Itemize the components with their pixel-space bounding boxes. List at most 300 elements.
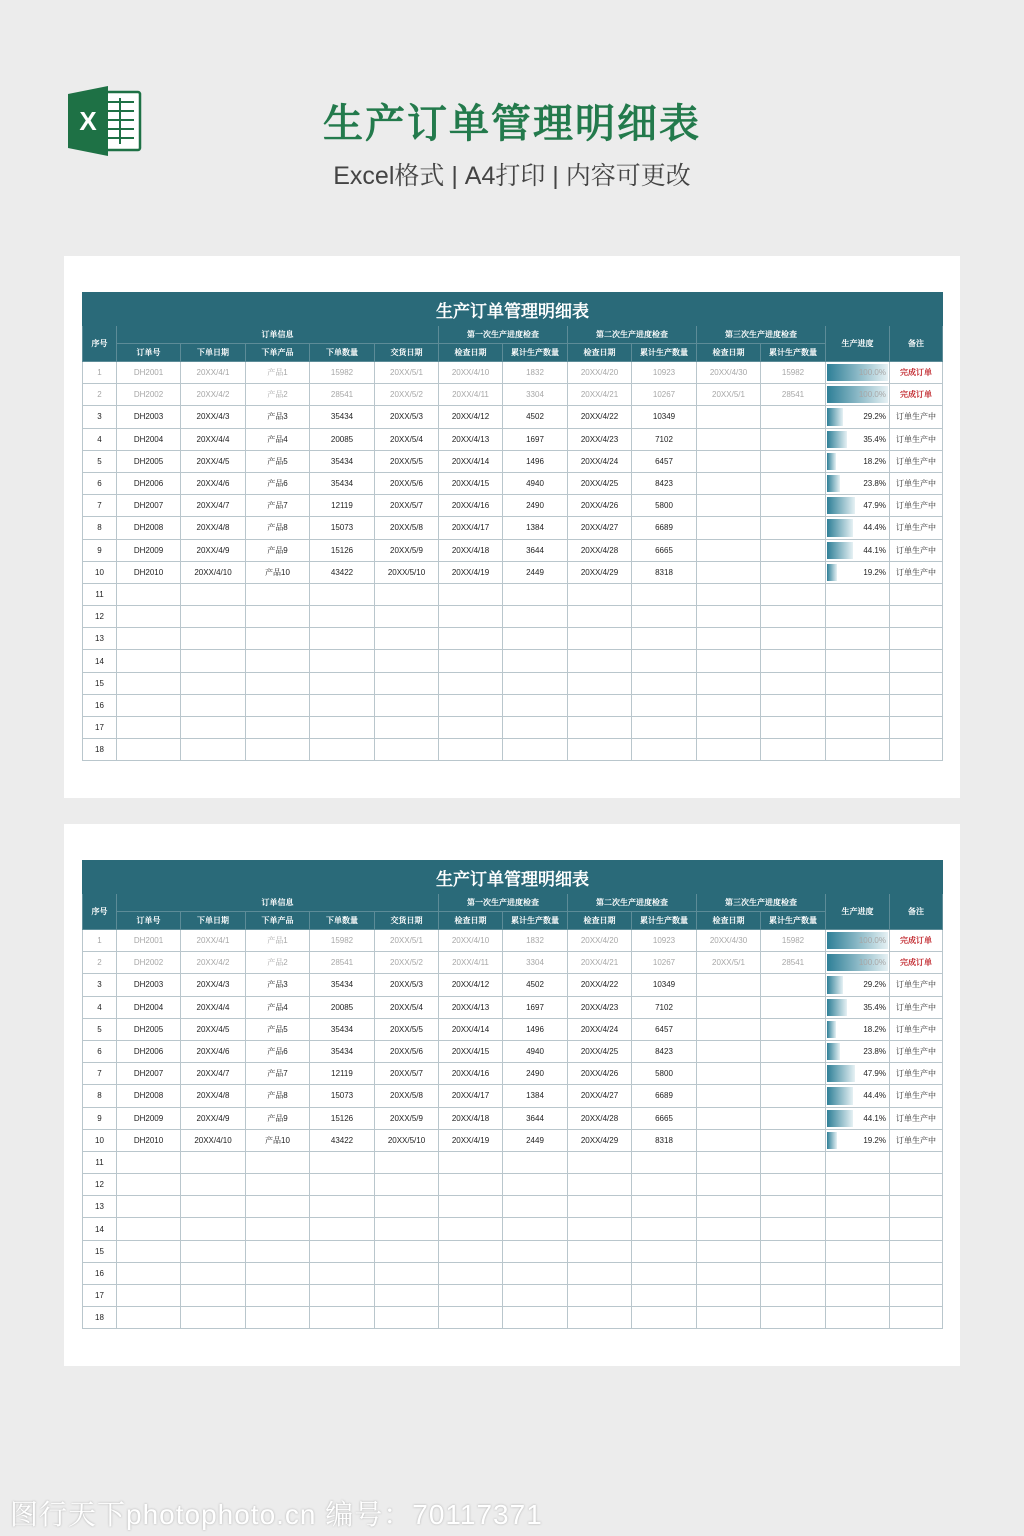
cell-order: DH2004	[117, 996, 181, 1018]
table-row	[83, 1107, 943, 1129]
progress-cell	[826, 1085, 890, 1107]
progress-bar	[827, 431, 847, 448]
table-row	[83, 1262, 943, 1284]
cell-order	[117, 1196, 181, 1218]
progress-cell	[826, 1151, 890, 1173]
cell-c3d	[697, 450, 761, 472]
status-cell: 完成订单	[890, 362, 943, 384]
progress-value: 35.4%	[863, 434, 886, 444]
table-row	[83, 1218, 943, 1240]
cell-qty: 35434	[310, 406, 375, 428]
cell-c2d: 20XX/4/27	[568, 517, 632, 539]
cell-c1q: 2449	[503, 1129, 568, 1151]
status-cell	[890, 717, 943, 739]
cell-c1d	[439, 606, 503, 628]
cell-c1d: 20XX/4/11	[439, 952, 503, 974]
cell-product: 产品9	[246, 1107, 310, 1129]
cell-date: 20XX/4/7	[181, 495, 246, 517]
cell-c3q	[761, 996, 826, 1018]
cell-c1q: 3304	[503, 384, 568, 406]
table-row	[83, 1018, 943, 1040]
cell-c1d	[439, 1196, 503, 1218]
cell-c2q	[632, 1196, 697, 1218]
cell-c1q: 1496	[503, 1018, 568, 1040]
status-cell	[890, 606, 943, 628]
cell-c3q	[761, 1218, 826, 1240]
table-row	[83, 1307, 943, 1329]
cell-c3d	[697, 1307, 761, 1329]
cell-c1d: 20XX/4/17	[439, 1085, 503, 1107]
cell-seq: 2	[83, 952, 117, 974]
status-cell	[890, 739, 943, 761]
progress-cell	[826, 974, 890, 996]
cell-delivery: 20XX/5/5	[375, 1018, 439, 1040]
column-header: 交货日期	[375, 912, 439, 930]
cell-c3d	[697, 1151, 761, 1173]
watermark: 图行天下photophoto.cn 编号：70117371	[10, 1499, 543, 1530]
cell-qty	[310, 1218, 375, 1240]
progress-bar	[827, 999, 847, 1016]
progress-bar	[827, 1021, 836, 1038]
cell-product	[246, 1196, 310, 1218]
table-row	[83, 583, 943, 605]
column-header: 交货日期	[375, 344, 439, 362]
cell-c3q: 28541	[761, 952, 826, 974]
status-cell: 订单生产中	[890, 450, 943, 472]
cell-product: 产品5	[246, 450, 310, 472]
progress-bar	[827, 475, 840, 492]
table-row	[83, 1196, 943, 1218]
table-row	[83, 628, 943, 650]
cell-seq: 1	[83, 930, 117, 952]
header-check3: 第三次生产进度检查	[697, 326, 826, 344]
cell-c2d: 20XX/4/28	[568, 539, 632, 561]
cell-date: 20XX/4/5	[181, 450, 246, 472]
page-subtitle: Excel格式 | A4打印 | 内容可更改	[333, 162, 691, 190]
header-order-info: 订单信息	[117, 326, 439, 344]
cell-product: 产品6	[246, 1040, 310, 1062]
cell-qty: 35434	[310, 974, 375, 996]
cell-c2q	[632, 1174, 697, 1196]
progress-cell	[826, 930, 890, 952]
cell-c3q	[761, 1018, 826, 1040]
status-cell: 订单生产中	[890, 561, 943, 583]
cell-order	[117, 1151, 181, 1173]
progress-cell	[826, 406, 890, 428]
cell-c2d: 20XX/4/25	[568, 472, 632, 494]
cell-c3q	[761, 583, 826, 605]
cell-c3d	[697, 739, 761, 761]
column-header: 下单数量	[310, 344, 375, 362]
cell-product: 产品3	[246, 974, 310, 996]
header-seq: 序号	[83, 894, 117, 930]
cell-qty	[310, 628, 375, 650]
cell-product: 产品6	[246, 472, 310, 494]
cell-c3d	[697, 561, 761, 583]
cell-date: 20XX/4/9	[181, 539, 246, 561]
cell-delivery: 20XX/5/3	[375, 974, 439, 996]
cell-date: 20XX/4/6	[181, 472, 246, 494]
cell-seq: 4	[83, 996, 117, 1018]
cell-c2d	[568, 717, 632, 739]
cell-c1d	[439, 583, 503, 605]
cell-c3q	[761, 974, 826, 996]
cell-c3q	[761, 1151, 826, 1173]
cell-c2q	[632, 1218, 697, 1240]
cell-c1q	[503, 672, 568, 694]
cell-c3d	[697, 672, 761, 694]
column-header: 下单日期	[181, 344, 246, 362]
cell-order: DH2005	[117, 1018, 181, 1040]
cell-qty	[310, 650, 375, 672]
cell-qty	[310, 1307, 375, 1329]
cell-delivery: 20XX/5/1	[375, 362, 439, 384]
cell-c1q	[503, 717, 568, 739]
cell-date: 20XX/4/3	[181, 406, 246, 428]
cell-c3q	[761, 1262, 826, 1284]
cell-c2d: 20XX/4/28	[568, 1107, 632, 1129]
cell-c2d: 20XX/4/22	[568, 406, 632, 428]
cell-qty: 15982	[310, 362, 375, 384]
cell-seq: 11	[83, 1151, 117, 1173]
cell-c2d: 20XX/4/20	[568, 362, 632, 384]
cell-order: DH2010	[117, 1129, 181, 1151]
progress-cell	[826, 495, 890, 517]
cell-product	[246, 606, 310, 628]
cell-delivery: 20XX/5/4	[375, 996, 439, 1018]
table-row	[83, 362, 943, 384]
cell-c2q	[632, 672, 697, 694]
progress-value: 100.0%	[858, 936, 886, 946]
status-cell: 订单生产中	[890, 996, 943, 1018]
cell-qty: 15073	[310, 517, 375, 539]
cell-c1d	[439, 650, 503, 672]
column-header: 检查日期	[697, 912, 761, 930]
progress-cell	[826, 1285, 890, 1307]
cell-c3d	[697, 517, 761, 539]
status-cell	[890, 694, 943, 716]
cell-c1d: 20XX/4/13	[439, 996, 503, 1018]
cell-c1d: 20XX/4/10	[439, 930, 503, 952]
cell-c2q: 10923	[632, 930, 697, 952]
progress-value: 35.4%	[863, 1002, 886, 1012]
cell-c3d	[697, 583, 761, 605]
table-row	[83, 1063, 943, 1085]
cell-product	[246, 694, 310, 716]
table-row	[83, 1040, 943, 1062]
cell-order	[117, 672, 181, 694]
cell-qty: 20085	[310, 996, 375, 1018]
table-row	[83, 672, 943, 694]
cell-c1q	[503, 1285, 568, 1307]
cell-delivery: 20XX/5/8	[375, 1085, 439, 1107]
cell-c1d: 20XX/4/14	[439, 450, 503, 472]
status-cell: 订单生产中	[890, 1107, 943, 1129]
cell-delivery	[375, 1307, 439, 1329]
cell-order: DH2001	[117, 362, 181, 384]
cell-delivery: 20XX/5/1	[375, 930, 439, 952]
progress-cell	[826, 1262, 890, 1284]
progress-bar	[827, 1043, 840, 1060]
cell-c3d	[697, 472, 761, 494]
cell-c1q: 2449	[503, 561, 568, 583]
cell-c1d: 20XX/4/15	[439, 1040, 503, 1062]
cell-c1d: 20XX/4/13	[439, 428, 503, 450]
cell-c3q	[761, 1063, 826, 1085]
column-header: 累计生产数量	[761, 344, 826, 362]
cell-order: DH2004	[117, 428, 181, 450]
progress-value: 18.2%	[863, 1024, 886, 1034]
progress-bar	[827, 453, 836, 470]
cell-order: DH2010	[117, 561, 181, 583]
cell-c1q	[503, 1151, 568, 1173]
cell-date	[181, 1262, 246, 1284]
cell-c3d	[697, 1196, 761, 1218]
page-title: 生产订单管理明细表	[323, 102, 701, 146]
cell-c1q	[503, 739, 568, 761]
cell-date: 20XX/4/10	[181, 1129, 246, 1151]
cell-qty: 35434	[310, 472, 375, 494]
cell-c1q	[503, 1240, 568, 1262]
cell-c1q: 3304	[503, 952, 568, 974]
progress-bar	[827, 1065, 855, 1082]
cell-qty: 35434	[310, 450, 375, 472]
cell-c3q	[761, 1129, 826, 1151]
cell-order: DH2002	[117, 952, 181, 974]
cell-c2q	[632, 1240, 697, 1262]
progress-cell	[826, 606, 890, 628]
cell-product	[246, 739, 310, 761]
cell-delivery	[375, 739, 439, 761]
cell-c3q	[761, 1285, 826, 1307]
cell-c3q	[761, 606, 826, 628]
cell-c2d: 20XX/4/24	[568, 450, 632, 472]
cell-c1q: 4502	[503, 974, 568, 996]
cell-delivery: 20XX/5/8	[375, 517, 439, 539]
status-cell: 订单生产中	[890, 495, 943, 517]
cell-c2d	[568, 1307, 632, 1329]
header-progress: 生产进度	[826, 326, 890, 362]
cell-seq: 5	[83, 450, 117, 472]
table-row	[83, 428, 943, 450]
cell-delivery	[375, 583, 439, 605]
cell-product	[246, 717, 310, 739]
status-cell: 订单生产中	[890, 1063, 943, 1085]
logo-letter: X	[79, 106, 97, 136]
cell-c3d	[697, 406, 761, 428]
table-row	[83, 495, 943, 517]
cell-seq: 14	[83, 650, 117, 672]
cell-date	[181, 1218, 246, 1240]
cell-c2d: 20XX/4/21	[568, 952, 632, 974]
progress-value: 44.4%	[863, 1091, 886, 1101]
header-remark: 备注	[890, 894, 943, 930]
cell-order	[117, 650, 181, 672]
cell-c1d	[439, 1218, 503, 1240]
status-cell: 订单生产中	[890, 1085, 943, 1107]
cell-product: 产品8	[246, 517, 310, 539]
cell-c2q: 8318	[632, 561, 697, 583]
cell-c1d	[439, 1285, 503, 1307]
cell-c3d	[697, 1085, 761, 1107]
cell-delivery: 20XX/5/5	[375, 450, 439, 472]
cell-delivery	[375, 1285, 439, 1307]
cell-c1d	[439, 1174, 503, 1196]
cell-date: 20XX/4/4	[181, 428, 246, 450]
cell-c2d	[568, 650, 632, 672]
cell-c3q	[761, 1307, 826, 1329]
cell-c3q	[761, 1085, 826, 1107]
progress-cell	[826, 539, 890, 561]
cell-c1d	[439, 1307, 503, 1329]
cell-c2d	[568, 1262, 632, 1284]
cell-c1q	[503, 1262, 568, 1284]
status-cell: 订单生产中	[890, 1129, 943, 1151]
cell-order	[117, 1285, 181, 1307]
cell-delivery	[375, 672, 439, 694]
cell-seq: 12	[83, 606, 117, 628]
cell-c2d: 20XX/4/20	[568, 930, 632, 952]
progress-cell	[826, 561, 890, 583]
cell-qty: 15073	[310, 1085, 375, 1107]
cell-seq: 17	[83, 717, 117, 739]
cell-c3d	[697, 1107, 761, 1129]
progress-cell	[826, 694, 890, 716]
progress-cell	[826, 583, 890, 605]
cell-seq: 8	[83, 1085, 117, 1107]
cell-c2d	[568, 1240, 632, 1262]
table-row	[83, 1085, 943, 1107]
cell-c1q: 3644	[503, 1107, 568, 1129]
cell-delivery: 20XX/5/6	[375, 1040, 439, 1062]
cell-c2q	[632, 650, 697, 672]
cell-seq: 12	[83, 1174, 117, 1196]
cell-order: DH2006	[117, 1040, 181, 1062]
cell-delivery: 20XX/5/9	[375, 1107, 439, 1129]
cell-c2d: 20XX/4/21	[568, 384, 632, 406]
cell-seq: 18	[83, 1307, 117, 1329]
cell-seq: 13	[83, 628, 117, 650]
status-cell	[890, 1285, 943, 1307]
cell-c2q: 7102	[632, 428, 697, 450]
cell-c1d: 20XX/4/18	[439, 1107, 503, 1129]
cell-qty	[310, 1240, 375, 1262]
header-seq: 序号	[83, 326, 117, 362]
cell-c2d	[568, 583, 632, 605]
cell-delivery: 20XX/5/10	[375, 561, 439, 583]
cell-product	[246, 1262, 310, 1284]
progress-cell	[826, 362, 890, 384]
cell-c3d	[697, 1285, 761, 1307]
cell-c1d: 20XX/4/19	[439, 561, 503, 583]
column-header: 检查日期	[697, 344, 761, 362]
cell-c3q: 15982	[761, 362, 826, 384]
status-cell	[890, 1307, 943, 1329]
progress-bar	[827, 976, 843, 993]
progress-cell	[826, 384, 890, 406]
progress-cell	[826, 1307, 890, 1329]
cell-date: 20XX/4/5	[181, 1018, 246, 1040]
cell-c2d: 20XX/4/27	[568, 1085, 632, 1107]
cell-qty	[310, 717, 375, 739]
cell-c3q	[761, 739, 826, 761]
cell-delivery	[375, 1151, 439, 1173]
cell-order: DH2007	[117, 495, 181, 517]
cell-qty	[310, 1285, 375, 1307]
status-cell: 订单生产中	[890, 539, 943, 561]
cell-c3d	[697, 650, 761, 672]
cell-product: 产品7	[246, 495, 310, 517]
progress-cell	[826, 717, 890, 739]
progress-cell	[826, 628, 890, 650]
cell-order	[117, 606, 181, 628]
cell-order	[117, 1240, 181, 1262]
header-remark: 备注	[890, 326, 943, 362]
cell-c1d	[439, 1151, 503, 1173]
progress-bar	[827, 542, 853, 559]
cell-c3d	[697, 428, 761, 450]
progress-value: 47.9%	[863, 1069, 886, 1079]
table-row	[83, 517, 943, 539]
cell-qty: 12119	[310, 495, 375, 517]
cell-c2q: 6689	[632, 517, 697, 539]
progress-value: 100.0%	[858, 368, 886, 378]
cell-c1d	[439, 739, 503, 761]
cell-delivery	[375, 628, 439, 650]
cell-c1q: 1384	[503, 517, 568, 539]
cell-c2q: 6689	[632, 1085, 697, 1107]
cell-order	[117, 628, 181, 650]
table-row	[83, 1151, 943, 1173]
cell-c3q: 15982	[761, 930, 826, 952]
cell-order	[117, 583, 181, 605]
table-row	[83, 1285, 943, 1307]
cell-c3q	[761, 650, 826, 672]
cell-c2d	[568, 1174, 632, 1196]
cell-c3d: 20XX/4/30	[697, 930, 761, 952]
cell-product: 产品2	[246, 952, 310, 974]
progress-value: 23.8%	[863, 1047, 886, 1057]
status-cell: 订单生产中	[890, 428, 943, 450]
cell-order	[117, 1174, 181, 1196]
table-row	[83, 561, 943, 583]
progress-cell	[826, 1107, 890, 1129]
cell-c2q: 10349	[632, 974, 697, 996]
progress-cell	[826, 952, 890, 974]
cell-delivery	[375, 1174, 439, 1196]
progress-bar	[827, 519, 853, 536]
cell-delivery: 20XX/5/7	[375, 1063, 439, 1085]
progress-cell	[826, 996, 890, 1018]
cell-seq: 7	[83, 495, 117, 517]
column-header: 订单号	[117, 344, 181, 362]
cell-c3q	[761, 539, 826, 561]
cell-product: 产品5	[246, 1018, 310, 1040]
cell-date: 20XX/4/7	[181, 1063, 246, 1085]
progress-cell	[826, 1240, 890, 1262]
column-header: 下单产品	[246, 344, 310, 362]
cell-date	[181, 1307, 246, 1329]
cell-c1q: 1496	[503, 450, 568, 472]
progress-cell	[826, 739, 890, 761]
cell-seq: 15	[83, 672, 117, 694]
sheet-preview-2	[64, 824, 960, 1366]
cell-product	[246, 628, 310, 650]
cell-c3d	[697, 974, 761, 996]
cell-c2d	[568, 1218, 632, 1240]
cell-date: 20XX/4/2	[181, 952, 246, 974]
cell-order	[117, 1218, 181, 1240]
